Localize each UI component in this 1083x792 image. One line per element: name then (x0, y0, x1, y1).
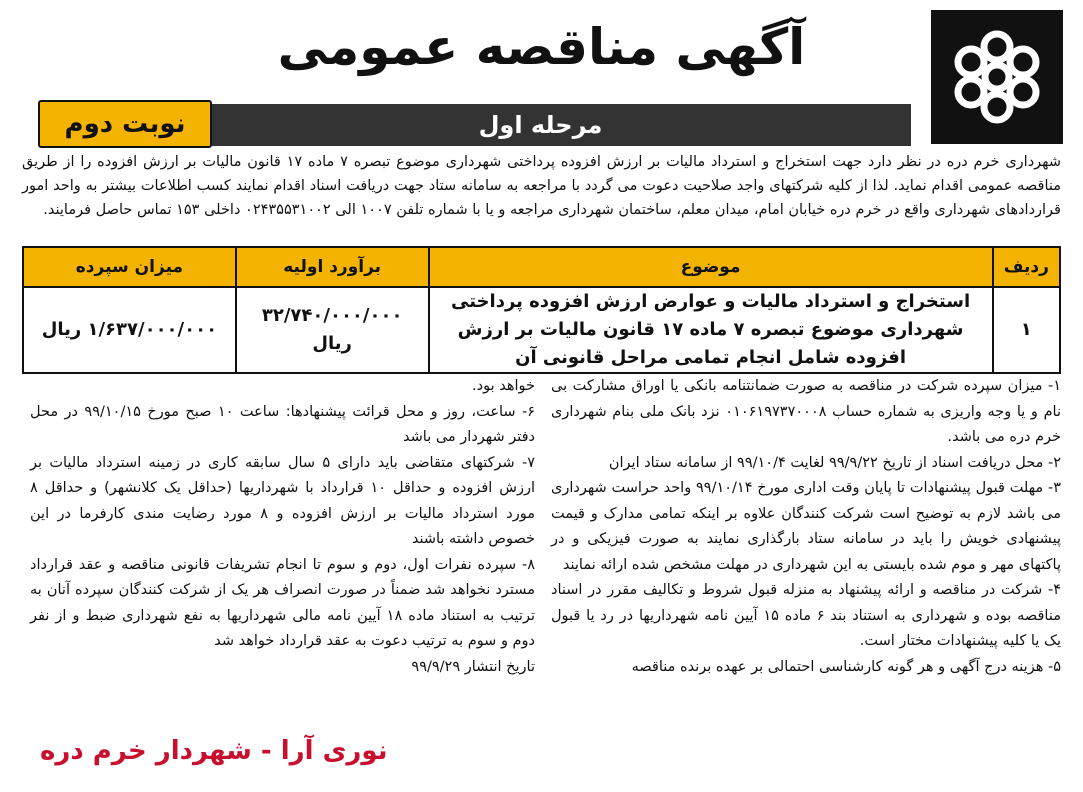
conditions-right-column (551, 374, 1061, 680)
round-badge: نوبت دوم (38, 100, 212, 148)
intro-paragraph: شهرداری خرم دره در نظر دارد جهت استخراج و استرداد مالیات بر ارزش افزوده پرداختی شهرداری موضوع تبصره ۷ ماده ۱۷ قانون مالیات بر ارزش افزوده را از طریق مناقصه عمومی اقدام نماید. لذا از کلیه شرکتهای واجد صلاحیت دعوت می گردد با مراجعه به سامانه ستاد جهت دریافت اسناد اقدام نمایند کسب اطلاعات بیشتر به واحد امور قراردادهای شهرداری واقع در خرم دره خیابان امام، میدان معلم، ساختمان شهرداری مراجعه و یا با شماره تلفن ۱۰۰۷ الی ۰۲۴۳۵۵۳۱۰۰۲ داخلی ۱۵۳ تماس حاصل فرمایند. (22, 154, 1061, 218)
table-row (23, 287, 1060, 373)
cell-deposit: ۱/۶۳۷/۰۰۰/۰۰۰ ریال (23, 287, 236, 373)
header-row-number: ردیف (993, 247, 1060, 287)
condition-item: ۱- میزان سپرده شرکت در مناقصه به صورت ضمانتنامه بانکی یا اوراق مشارکت بی نام و یا وجه واریزی به شماره حساب ۰۱۰۶۱۹۷۳۷۰۰۰۸ نزد بانک ملی بنام شهرداری خرم دره می باشد. (551, 378, 1061, 445)
table-header-row (23, 247, 1060, 287)
condition-item: ۵- هزینه درج آگهی و هر گونه کارشناسی احتمالی بر عهده برنده مناقصه (631, 658, 1061, 675)
condition-item: ۲- محل دریافت اسناد از تاریخ ۹۹/۹/۲۲ لغایت ۹۹/۱۰/۴ از سامانه ستاد ایران (608, 454, 1061, 471)
condition-item: ۶- ساعت، روز و محل قرائت پیشنهادها: ساعت ۱۰ صبح مورخ ۹۹/۱۰/۱۵ در محل دفتر شهردار می باشد (30, 403, 536, 445)
municipality-logo-icon (931, 10, 1063, 144)
notice-title: آگهی مناقصه عمومی (277, 18, 806, 76)
condition-item: ۷- شرکتهای متقاضی باید دارای ۵ سال سابقه کاری در زمینه استرداد مالیات بر ارزش افزوده و حداقل ۱۰ قرارداد با شهرداریها (حداقل یک کلانشهر) و حداقل ۸ مورد استرداد مالیات بر ارزش افزوده و ۸ مورد رضایت مندی کارفرما در این خصوص داشته باشند (30, 454, 536, 547)
condition-item: ۳- مهلت قبول پیشنهادات تا پایان وقت اداری مورخ ۹۹/۱۰/۱۴ واحد حراست شهرداری می باشد لازم به توضیح است شرکت کنندگان علاوه بر اینکه تمامی مدارک و قیمت پیشنهادی خویش را باید در سامانه ستاد بارگذاری نمایند به صورت فیزیکی و در پاکتهای مهر و موم شده بایستی به این شهرداری در مهلت مشخص شده ارائه نمایند (551, 480, 1061, 573)
publish-date: تاریخ انتشار ۹۹/۹/۲۹ (411, 658, 535, 675)
header-subject: موضوع (429, 247, 993, 287)
stage-bar: مرحله اول (170, 104, 911, 146)
condition-item: ۸- سپرده نفرات اول، دوم و سوم تا انجام تشریفات قانونی مناقصه و عقد قرارداد مسترد نخواهد شد ضمناً در صورت انصراف هر یک از شرکت کنندگان سپرده آنان به ترتیب به استناد ماده ۱۸ آیین نامه مالی شهرداریها به نفع شهرداری ضبط و از نفر دوم و سوم به ترتیب دعوت به عقد قرارداد خواهد شد (30, 556, 535, 649)
tender-table (22, 246, 1061, 374)
logo-rosette-icon (945, 25, 1049, 129)
cell-row-number: ۱ (993, 287, 1060, 373)
cell-estimate: ۳۲/۷۴۰/۰۰۰/۰۰۰ ریال (236, 287, 429, 373)
mayor-signature: نوری آرا - شهردار خرم دره (40, 736, 388, 766)
condition-item: خواهد بود. (472, 378, 535, 394)
conditions-left-column (30, 374, 535, 680)
condition-item: ۴- شرکت در مناقصه و ارائه پیشنهاد به منزله قبول شروط و تکالیف مقرر در اسناد مناقصه بوده و شهرداری به استناد بند ۶ ماده ۱۵ آیین نامه شهرداریها در رد یا قبول یک یا کلیه پیشنهادات مختار است. (551, 582, 1061, 649)
header-estimate: برآورد اولیه (236, 247, 429, 287)
cell-subject: استخراج و استرداد مالیات و عوارض ارزش افزوده پرداختی شهرداری موضوع تبصره ۷ ماده ۱۷ قانون مالیات بر ارزش افزوده شامل انجام تمامی مراحل قانونی آن (429, 287, 993, 373)
header-deposit: میزان سپرده (23, 247, 236, 287)
